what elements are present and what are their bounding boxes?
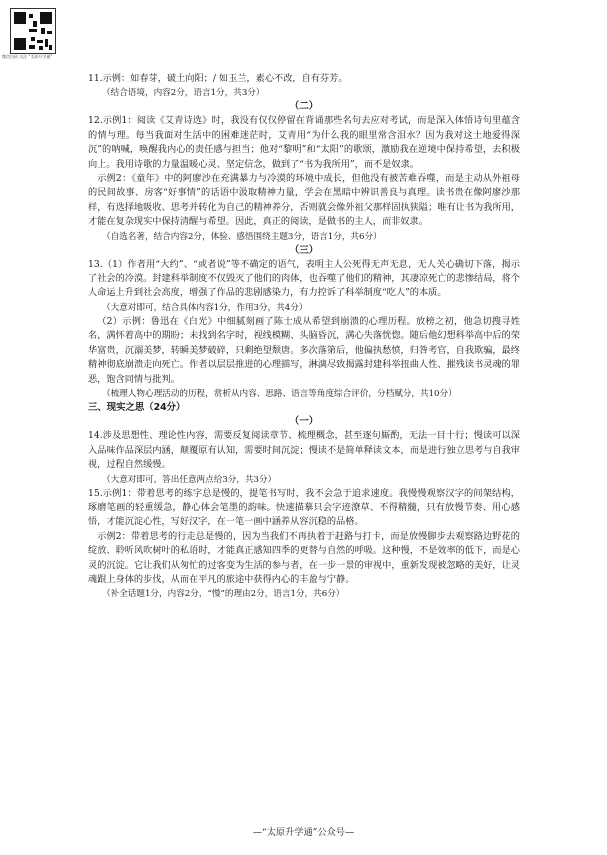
q11-example: 11.示例：如春芽，破土向阳；/ 如玉兰，素心不改，自有芬芳。 (88, 73, 348, 84)
q13-part1-score: （大意对即可，结合具体内容1分，作用3分，共4分） (102, 302, 308, 313)
q13-part1: 13.（1）作者用“大约”、“或者说”等不确定的语气，表明主人公死得无声无息，无人关心确切下落，揭示了社会的冷漠。封建科举制度不仅毁灭了他们的肉体，也吞噬了他们的精神，其凄凉死亡的悲惨结局，将个人命运上升到社会高度，增强了作品的悲剧感染力，有力控诉了科举制度“吃人”的本质。 (88, 258, 520, 299)
q15-example2: 示例2：带着思考的行走总是慢的，因为当我们不再执着于赶路与打卡，而是放慢脚步去观察路边野花的绽放、聆听风吹树叶的私语时，才能真正感知四季的更替与自然的呼吸。这种慢，不是效率的低下，而是心灵的沉淀。它让我们从匆忙的过客变为生活的参与者，在一步一景的审视中，重新发现被忽略的美好，让灵魂跟上身体的步伐，从而在平凡的旅途中获得内心的丰盈与宁静。 (88, 530, 520, 585)
q13-part2-score: （梳理人物心理活动的历程，赏析从内容、思路、语言等角度综合评价，分档赋分，共10分） (102, 388, 457, 399)
answer-content (88, 72, 520, 601)
part1-label: （一） (289, 416, 319, 428)
qr-caption: 微信扫码 关注 "太原升学通" (2, 54, 53, 59)
q12-example2: 示例2：《童年》中的阿廖沙在充满暴力与冷漠的环境中成长，但他没有被苦难吞噬，而是主动从外祖母的民间故事、房客“好事情”的话语中汲取精神力量，学会在黑暗中辨识善良与真理。读书贵在像阿廖沙那样，有选择地吸收、思考并转化为自己的精神养分，否则就会像外祖父那样固执狭隘；唯有让书为我所用，才能在复杂现实中保持清醒与希望。因此，真正的阅读，是做书的主人，而非奴隶。 (88, 173, 520, 228)
q14-answer: 14.涉及思想性、理论性内容，需要反复阅读章节、梳理概念，甚至逐句厮酌，无法一目十行；慢读可以深入品味作品深层内涵，颠覆原有认知，需要时间沉淀；慢读不是简单释读文本，而是进行独立思考与自我审视，过程自然缓慢。 (88, 430, 520, 471)
q12-score: （自选名著，结合内容2分，体验、感悟围绕主题3分，语言1分，共6分） (102, 231, 382, 242)
qr-code (10, 8, 56, 54)
q15-score: （补全话题1分，内容2分，“慢”的理由2分，语言1分，共6分） (102, 589, 345, 600)
part3-label: （三） (289, 244, 319, 256)
q15-example1: 15.示例1：带着思考的练字总是慢的，提笔书写时，我不会急于追求速度。我慢慢观察汉字的间架结构，琢磨笔画的轻重缓急，静心体会笔墨的韵味。快速描摹只会字迹潦草、不得精髓，只有放慢节奏、用心感悟，才能沉淀心性，写好汉字，在一笔一画中涵养从容沉稳的品格。 (88, 487, 520, 528)
q13-part2: （2）示例：鲁迅在《白光》中细腻刻画了陈士成从希望到崩溃的心理历程。放榜之初，他急切搜寻姓名，满怀着高中的期盼；未找到名字时，视线模糊、头脑昏沉，满心失落恍惚。随后他幻想科举高中后的荣华富贵，沉溺美梦，转瞬美梦破碎，只剩绝望颓唐。多次落第后，他偏执愁愤，归咎考官，自我欺骗，最终精神彻底崩溃走向死亡。作者以层层推进的心理描写，淋漓尽致揭露封建科举扭曲人性、摧残读书灵魂的罪恶，饱含同情与批判。 (88, 315, 520, 385)
footer: —“太原升学通”公众号— (252, 827, 355, 838)
q12-example1: 12.示例1：阅读《艾青诗选》时，我没有仅仅停留在背诵那些名句去应对考试，而是深入体悟诗句里蕴含的情与理。每当我面对生活中的困难迷茫时，艾青用“为什么我的眼里常含泪水？因为我对这土地爱得深沉”的呐喊，唤醒我内心的责任感与担当；他对“黎明”和“太阳”的歌颂，激励我在逆境中保持希望，去积极向上。我用诗歌的力量温暖心灵、坚定信念，做到了“书为我所用”，而不是奴隶。 (88, 115, 520, 170)
q11-score: （结合语境，内容2分，语言1分，共3分） (102, 88, 265, 99)
part2-label: （二） (289, 101, 319, 113)
section3-title: 三、现实之思（24分） (88, 401, 186, 413)
q14-score: （大意对即可，答出任意两点给3分，共3分） (102, 474, 277, 485)
